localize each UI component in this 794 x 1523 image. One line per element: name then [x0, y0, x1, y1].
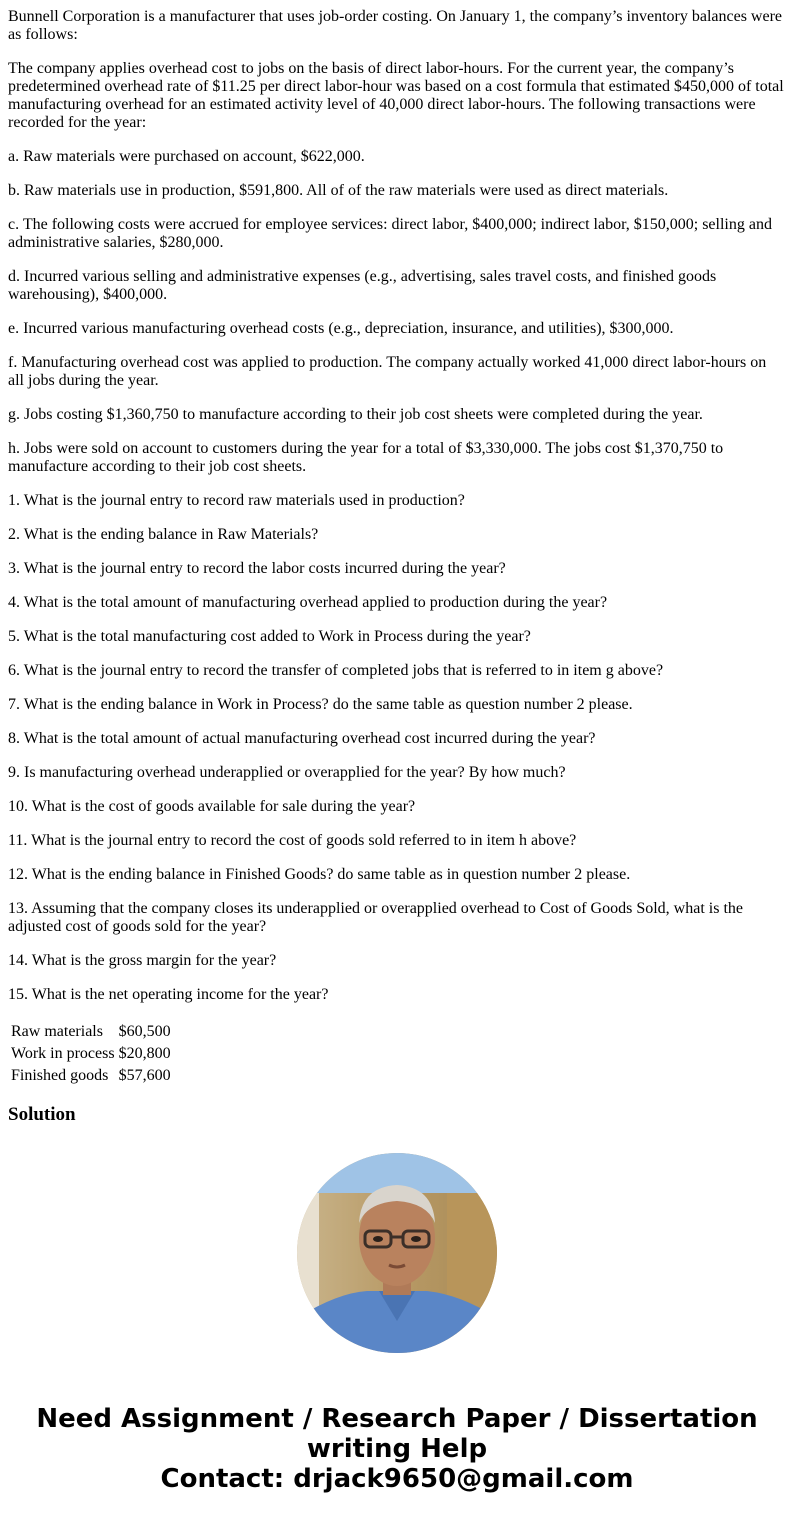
inventory-value	[118, 1022, 172, 1042]
transaction-e: e. Incurred various manufacturing overhead costs (e.g., depreciation, insurance, and utilities), $300,000.	[8, 320, 674, 337]
currency-symbol: $	[118, 1045, 127, 1062]
overhead-paragraph: The company applies overhead cost to jobs on the basis of direct labor-hours. For the current year, the company’s predetermined overhead rate of $11.25 per direct labor-hour was based on a cost formula that estimated $450,000 of total manufacturing overhead for an estimated activity level of 40,000 direct labor-hours. The following transactions were recorded for the year:	[8, 60, 784, 131]
question-1: 1. What is the journal entry to record raw materials used in production?	[8, 492, 465, 509]
question-3: 3. What is the journal entry to record the labor costs incurred during the year?	[8, 560, 506, 577]
question-11: 11. What is the journal entry to record the cost of goods sold referred to in item h above?	[8, 832, 577, 849]
transaction-g: g. Jobs costing $1,360,750 to manufacture according to their job cost sheets were completed during the year.	[8, 406, 703, 423]
question-4: 4. What is the total amount of manufacturing overhead applied to production during the year?	[8, 594, 608, 611]
question-7: 7. What is the ending balance in Work in Process? do the same table as question number 2 please.	[8, 696, 633, 713]
promo-banner	[0, 1404, 794, 1494]
question-12: 12. What is the ending balance in Finished Goods? do same table as in question number 2 please.	[8, 866, 631, 883]
author-avatar	[297, 1153, 497, 1353]
promo-line-2: writing Help	[306, 1434, 488, 1464]
intro-paragraph: Bunnell Corporation is a manufacturer that uses job-order costing. On January 1, the company’s inventory balances were as follows:	[8, 8, 782, 43]
question-14: 14. What is the gross margin for the year?	[8, 952, 277, 969]
inventory-label: Finished goods	[11, 1067, 109, 1084]
promo-line-1: Need Assignment / Research Paper / Dissertation	[36, 1404, 758, 1434]
inventory-amount: 60,500	[126, 1023, 171, 1040]
inventory-table	[8, 1020, 174, 1088]
transaction-d: d. Incurred various selling and administrative expenses (e.g., advertising, sales travel costs, and finished goods warehousing), $400,000.	[8, 268, 717, 303]
transaction-a: a. Raw materials were purchased on account, $622,000.	[8, 148, 365, 165]
table-row	[10, 1044, 172, 1064]
solution-heading: Solution	[8, 1104, 76, 1125]
question-10: 10. What is the cost of goods available for sale during the year?	[8, 798, 416, 815]
table-row	[10, 1022, 172, 1042]
question-6: 6. What is the journal entry to record the transfer of completed jobs that is referred to in item g above?	[8, 662, 664, 679]
inventory-label: Work in process	[11, 1045, 115, 1062]
inventory-value	[118, 1066, 172, 1086]
currency-symbol: $	[118, 1067, 127, 1084]
transaction-c: c. The following costs were accrued for employee services: direct labor, $400,000; indirect labor, $150,000; selling and administrative salaries, $280,000.	[8, 216, 772, 251]
question-8: 8. What is the total amount of actual manufacturing overhead cost incurred during the year?	[8, 730, 596, 747]
inventory-value	[118, 1044, 172, 1064]
currency-symbol: $	[118, 1023, 127, 1040]
document-body	[8, 8, 786, 1088]
inventory-label: Raw materials	[11, 1023, 103, 1040]
transaction-b: b. Raw materials use in production, $591,800. All of of the raw materials were used as direct materials.	[8, 182, 669, 199]
transaction-h: h. Jobs were sold on account to customers during the year for a total of $3,330,000. The jobs cost $1,370,750 to manufacture according to their job cost sheets.	[8, 440, 724, 475]
promo-contact: Contact: drjack9650@gmail.com	[160, 1464, 634, 1494]
inventory-amount: 57,600	[126, 1067, 171, 1084]
author-photo	[297, 1153, 497, 1353]
question-9: 9. Is manufacturing overhead underapplied or overapplied for the year? By how much?	[8, 764, 566, 781]
question-5: 5. What is the total manufacturing cost added to Work in Process during the year?	[8, 628, 531, 645]
question-15: 15. What is the net operating income for the year?	[8, 986, 329, 1003]
transaction-f: f. Manufacturing overhead cost was applied to production. The company actually worked 41,000 direct labor-hours on all jobs during the year.	[8, 354, 767, 389]
question-13: 13. Assuming that the company closes its underapplied or overapplied overhead to Cost of Goods Sold, what is the adjusted cost of goods sold for the year?	[8, 900, 743, 935]
inventory-amount: 20,800	[126, 1045, 171, 1062]
table-row	[10, 1066, 172, 1086]
question-2: 2. What is the ending balance in Raw Materials?	[8, 526, 319, 543]
